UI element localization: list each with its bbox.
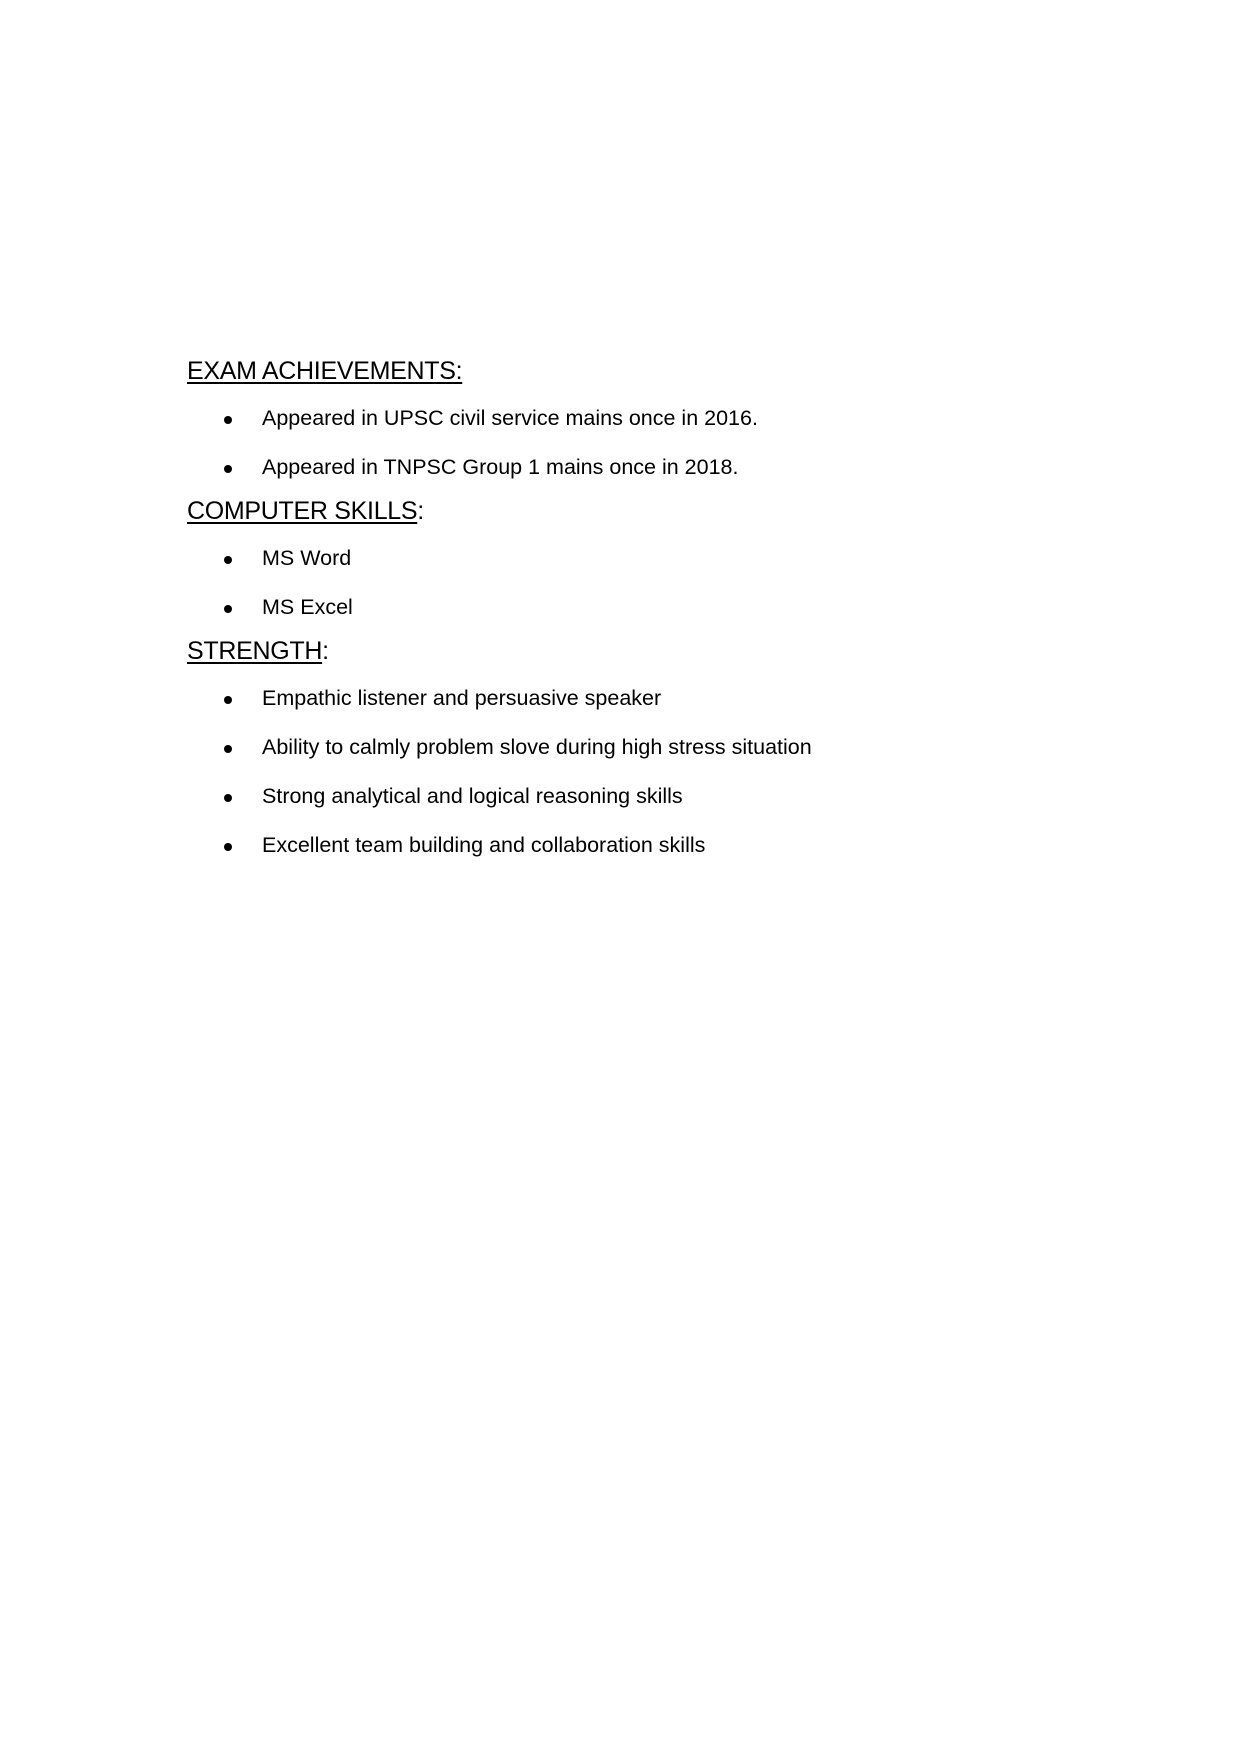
section-title: COMPUTER SKILLS	[187, 497, 418, 525]
section-title-suffix: :	[417, 497, 424, 525]
section-title-suffix: :	[322, 637, 329, 665]
list-item	[187, 583, 1087, 632]
bullet-icon	[224, 416, 232, 424]
list-item	[187, 821, 1087, 870]
list-item	[187, 443, 1087, 492]
bullet-list	[187, 674, 1087, 870]
section-heading	[187, 634, 1087, 668]
list-item	[187, 772, 1087, 821]
section-exam-achievements	[187, 354, 1087, 492]
bullet-icon	[224, 556, 232, 564]
list-item-text: Appeared in TNPSC Group 1 mains once in 2018.	[262, 455, 739, 479]
list-item-text: Empathic listener and persuasive speaker	[262, 686, 662, 710]
list-item	[187, 394, 1087, 443]
bullet-icon	[224, 843, 232, 851]
list-item-text: MS Excel	[262, 595, 353, 619]
section-heading	[187, 354, 1087, 388]
list-item	[187, 534, 1087, 583]
bullet-list	[187, 534, 1087, 632]
section-computer-skills	[187, 494, 1087, 632]
list-item-text: Ability to calmly problem slove during high stress situation	[262, 735, 812, 759]
bullet-icon	[224, 605, 232, 613]
bullet-list	[187, 394, 1087, 492]
bullet-icon	[224, 465, 232, 473]
section-title: EXAM ACHIEVEMENTS:	[187, 357, 463, 385]
section-heading	[187, 494, 1087, 528]
list-item-text: Appeared in UPSC civil service mains once in 2016.	[262, 406, 758, 430]
list-item-text: Excellent team building and collaboration skills	[262, 833, 706, 857]
list-item-text: MS Word	[262, 546, 352, 570]
bullet-icon	[224, 794, 232, 802]
bullet-icon	[224, 745, 232, 753]
resume-content	[187, 354, 1087, 870]
list-item	[187, 674, 1087, 723]
list-item	[187, 723, 1087, 772]
section-title: STRENGTH	[187, 637, 323, 665]
bullet-icon	[224, 696, 232, 704]
section-strength	[187, 634, 1087, 870]
list-item-text: Strong analytical and logical reasoning skills	[262, 784, 683, 808]
